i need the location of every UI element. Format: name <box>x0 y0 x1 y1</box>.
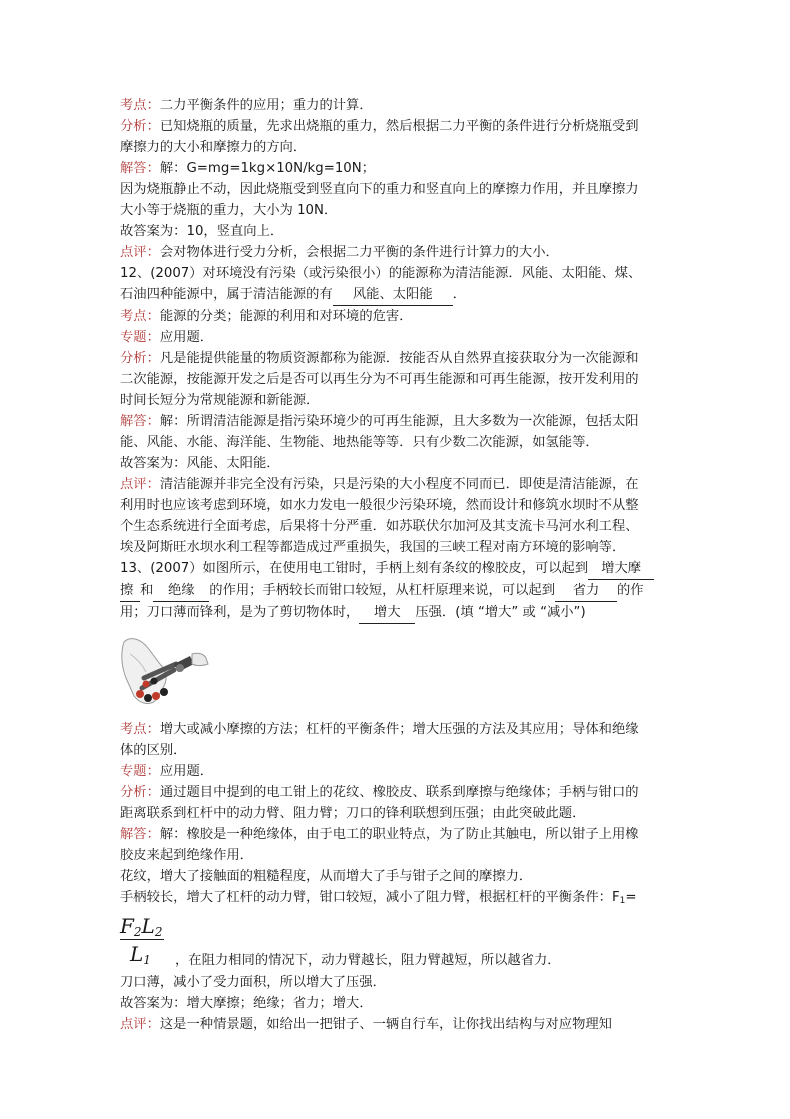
q12-stem-line2: 石油四种能源中，属于清洁能源的有 风能、太阳能 ． <box>120 284 672 306</box>
q11-jieda-line2: 因为烧瓶静止不动，因此烧瓶受到竖直向下的重力和竖直向上的摩擦力作用，并且摩擦力 <box>120 182 639 197</box>
q13-blank-2: 绝缘 <box>153 580 209 602</box>
q12-dianping-line4: 埃及阿斯旺水坝水利工程等都造成过严重损失，我国的三峡工程对南方环境的影响等． <box>120 540 626 555</box>
q12-dianping: 点评：清洁能源并非完全没有污染，只是污染的大小程度不同而已．即使是清洁能源，在 <box>120 477 639 492</box>
q12-stem: 12、(2007）对环境没有污染（或污染很小）的能源称为清洁能源．风能、太阳能、煤、 <box>120 266 642 281</box>
q12-dianping-line2: 利用时也应该考虑到环境，如水力发电一般很少污染环境，然而设计和修筑水坝时不从整 <box>120 498 639 513</box>
q13-stem-line2: 擦 和 绝缘 的作用；手柄较长而钳口较短，从杠杆原理来说，可以起到 省力 的作 <box>120 580 672 602</box>
q11-jieda-line3: 大小等于烧瓶的重力，大小为 10N． <box>120 203 338 218</box>
formula-fraction-bar <box>120 939 164 940</box>
q13-jieda-line5: ，在阻力相同的情况下，动力臂越长，阻力臂越短，所以越省力． <box>175 953 561 968</box>
formula-denominator: L1 <box>130 942 151 967</box>
q13-stem: 13、(2007）如图所示，在使用电工钳时，手柄上刻有条纹的橡胶皮，可以起到 增大摩 <box>120 558 672 580</box>
q12-jieda: 解答：解：所谓清洁能源是指污染环境少的可再生能源，且大多数为一次能源，包括太阳 <box>120 414 639 429</box>
q13-jieda: 解答：解：橡胶是一种绝缘体，由于电工的职业特点，为了防止其触电，所以钳子上用橡 <box>120 827 639 842</box>
pliers-hand-image <box>120 634 210 714</box>
q13-jieda-line3: 花纹，增大了接触面的粗糙程度，从而增大了手与钳子之间的摩擦力． <box>120 869 533 884</box>
q13-fenxi-line2: 距离联系到杠杆中的动力臂、阻力臂；刀口的锋利联想到压强；由此突破此题． <box>120 806 586 821</box>
q11-dianping: 点评：会对物体进行受力分析，会根据二力平衡的条件进行计算力的大小． <box>120 245 559 260</box>
q13-answer: 故答案为：增大摩擦；绝缘；省力；增大． <box>120 996 373 1011</box>
q12-kaodian: 考点：能源的分类；能源的利用和对环境的危害． <box>120 309 413 324</box>
q11-fenxi: 分析：已知烧瓶的质量，先求出烧瓶的重力，然后根据二力平衡的条件进行分析烧瓶受到 <box>120 119 639 134</box>
q12-answer: 故答案为：风能、太阳能． <box>120 456 280 471</box>
q12-fenxi-line3: 时间长短分为常规能源和新能源． <box>120 393 320 408</box>
q12-fenxi: 分析：凡是能提供能量的物质资源都称为能源．按能否从自然界直接获取分为一次能源和 <box>120 351 639 366</box>
label-fenxi: 分析： <box>120 119 160 134</box>
q13-blank-1: 增大摩 <box>588 558 654 580</box>
q12-fenxi-line2: 二次能源，按能源开发之后是否可以再生分为不可再生能源和可再生能源，按开发利用的 <box>120 372 639 387</box>
q11-answer: 故答案为：10，竖直向上． <box>120 224 284 239</box>
q13-kaodian-line2: 体的区别． <box>120 743 187 758</box>
q13-jieda-line4: 手柄较长，增大了杠杆的动力臂，钳口较短，减小了阻力臂，根据杠杆的平衡条件：$F_1=$ <box>120 890 637 906</box>
q13-blank-4: 增大 <box>359 602 415 624</box>
pliers-figure <box>120 624 672 719</box>
document-page <box>120 95 672 1035</box>
q13-jieda-line6: 刀口薄，减小了受力面积，所以增大了压强． <box>120 975 386 990</box>
q13-dianping: 点评：这是一种情景题，如给出一把钳子、一辆自行车，让你找出结构与对应物理知 <box>120 1017 612 1032</box>
q11-fenxi-line2: 摩擦力的大小和摩擦力的方向． <box>120 140 307 155</box>
q13-fenxi: 分析：通过题目中提到的电工钳上的花纹、橡胶皮、联系到摩擦与绝缘体；手柄与钳口的 <box>120 785 639 800</box>
label-jieda: 解答： <box>120 161 160 176</box>
q12-dianping-line3: 个生态系统进行全面考虑，后果将十分严重．如苏联伏尔加河及其支流卡马河水利工程、 <box>120 519 639 534</box>
label-dianping: 点评： <box>120 245 160 260</box>
lever-formula <box>120 912 672 972</box>
formula-numerator: F2L2 <box>120 914 163 939</box>
q13-stem-line3: 用；刀口薄而锋利，是为了剪切物体时， 增大 压强．(填 “增大” 或 “减小”) <box>120 602 672 624</box>
q13-blank-3: 省力 <box>555 580 617 602</box>
q13-kaodian: 考点：增大或减小摩擦的方法；杠杆的平衡条件；增大压强的方法及其应用；导体和绝缘 <box>120 722 639 737</box>
label-kaodian: 考点： <box>120 98 160 113</box>
q12-zhuanti: 专题：应用题． <box>120 330 214 345</box>
q12-jieda-line2: 能、风能、水能、海洋能、生物能、地热能等等．只有少数二次能源，如氢能等． <box>120 435 599 450</box>
q11-jieda: 解答：解：G=mg=1kg×10N/kg=10N； <box>120 161 375 176</box>
q13-zhuanti: 专题：应用题． <box>120 764 214 779</box>
q11-kaodian: 考点：二力平衡条件的应用；重力的计算． <box>120 98 373 113</box>
q13-jieda-line2: 胶皮来起到绝缘作用． <box>120 848 253 863</box>
q12-answer-blank: 风能、太阳能 <box>333 284 453 306</box>
